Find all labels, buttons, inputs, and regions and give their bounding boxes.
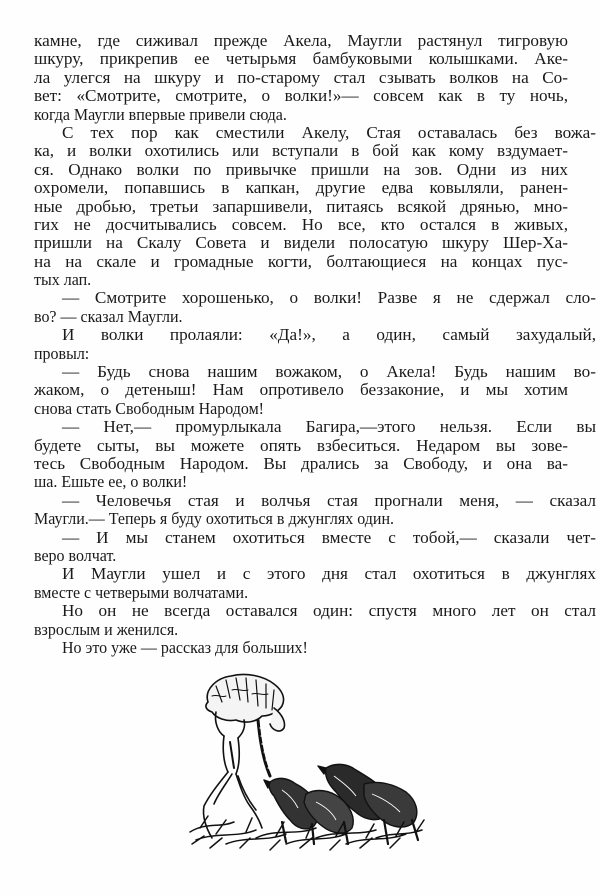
text-line-content: вет: «Смотрите, смотрите, о волки!»— совсем как в ту ночь, xyxy=(34,86,568,106)
text-line xyxy=(34,122,596,142)
text-line xyxy=(34,106,568,124)
text-line xyxy=(34,198,568,216)
text-line xyxy=(34,253,568,271)
text-line-content: И Маугли ушел и с этого дня стал охотиться в джунглях xyxy=(62,564,596,584)
text-line xyxy=(34,179,568,197)
text-line-content: камне, где сиживал прежде Акела, Маугли растянул тигровую xyxy=(34,31,568,50)
text-line-content: жаком, о детеныш! Нам опротивело беззаконие, и мы хотим xyxy=(34,380,568,400)
text-line xyxy=(34,69,568,87)
text-line xyxy=(34,271,568,289)
text-line-content: — Человечья стая и волчья стая прогнали меня, — сказал xyxy=(62,490,596,510)
text-line xyxy=(34,564,596,584)
text-line xyxy=(34,87,568,105)
text-line xyxy=(34,32,568,50)
body-text xyxy=(34,31,596,657)
text-line xyxy=(34,639,568,657)
text-line xyxy=(34,584,568,602)
text-line xyxy=(34,473,568,491)
text-line-content: И волки пролаяли: «Да!», а один, самый захудалый, xyxy=(62,325,596,345)
text-line xyxy=(34,362,596,382)
text-line-content: — Смотрите хорошенько, о волки! Разве я не сдержал сло- xyxy=(62,288,596,308)
text-line xyxy=(34,527,596,547)
text-line-content: пришли на Скалу Совета и видели полосатую шкуру Шер-Ха- xyxy=(34,233,568,253)
text-line-content: ка, и волки охотились или вступали в бой как кому вздумает- xyxy=(34,141,568,161)
text-line xyxy=(34,417,596,437)
text-line-content: тых лап. xyxy=(34,270,92,290)
text-line xyxy=(34,437,568,455)
text-line-content: гих не досчитывались совсем. Но все, кто остался в живых, xyxy=(34,214,568,234)
text-line xyxy=(34,234,568,252)
text-line xyxy=(34,345,568,363)
text-line-content: провыл: xyxy=(34,343,90,363)
text-line-content: — Нет,— промурлыкала Багира,—этого нельзя. Если вы xyxy=(62,417,596,437)
text-line xyxy=(34,400,568,418)
text-line-content: когда Маугли впервые привели сюда. xyxy=(34,104,287,124)
text-line xyxy=(34,381,568,399)
text-line xyxy=(34,142,568,160)
text-line-content: ные дробью, третьи запаршивели, питаясь всякой дрянью, мно- xyxy=(34,196,568,216)
text-line xyxy=(34,50,568,68)
text-line-content: Но это уже — рассказ для больших! xyxy=(61,637,308,657)
text-line-content: — Будь снова нашим вожаком, о Акела! Будь нашим во- xyxy=(62,362,596,382)
text-line-content: снова стать Свободным Народом! xyxy=(34,398,265,418)
text-line-content: ша. Ешьте ее, о волки! xyxy=(34,472,188,492)
text-line-content: Но он не всегда оставался один: спустя много лет он стал xyxy=(62,601,596,621)
text-line-content: — И мы станем охотиться вместе с тобой,— сказали чет- xyxy=(62,527,596,547)
text-line xyxy=(34,601,596,621)
text-line xyxy=(34,308,568,326)
text-line xyxy=(34,490,596,510)
text-line-content: ся. Однако волки по привычке пришли на зов. Одни из них xyxy=(34,159,568,179)
text-line xyxy=(34,547,568,565)
text-line-content: взрослым и женился. xyxy=(34,619,179,639)
text-line xyxy=(34,288,596,308)
mowgli-wolves-drawing-icon xyxy=(186,672,432,854)
text-line-content: С тех пор как сместили Акелу, Стая оставалась без вожа- xyxy=(62,122,596,142)
text-line-content: на на скале и громадные когти, болтающиеся на концах пус- xyxy=(34,251,568,271)
text-line xyxy=(34,455,568,473)
text-line xyxy=(34,325,596,345)
text-line-content: будете сыты, вы можете опять взбеситься. Недаром вы зове- xyxy=(34,435,568,455)
text-line-content: охромели, попавшись в капкан, другие едва ковыляли, ранен- xyxy=(34,178,568,198)
text-line xyxy=(34,621,568,639)
text-line xyxy=(34,510,568,528)
text-line-content: Маугли.— Теперь я буду охотиться в джунглях один. xyxy=(34,509,395,529)
illustration-mowgli-with-wolves xyxy=(186,672,432,854)
text-line-content: тесь Свободным Народом. Вы дрались за Свободу, и она ва- xyxy=(34,453,568,473)
text-line-content: во? — сказал Маугли. xyxy=(34,306,183,326)
text-line-content: веро волчат. xyxy=(34,545,117,565)
text-line xyxy=(34,161,568,179)
text-line xyxy=(34,216,568,234)
text-line-content: шкуру, прикрепив ее четырьмя бамбуковыми колышками. Аке- xyxy=(34,49,568,69)
text-line-content: вместе с четверыми волчатами. xyxy=(34,582,249,602)
text-line-content: ла улегся на шкуру и по-старому стал сзывать волков на Со- xyxy=(34,67,568,87)
